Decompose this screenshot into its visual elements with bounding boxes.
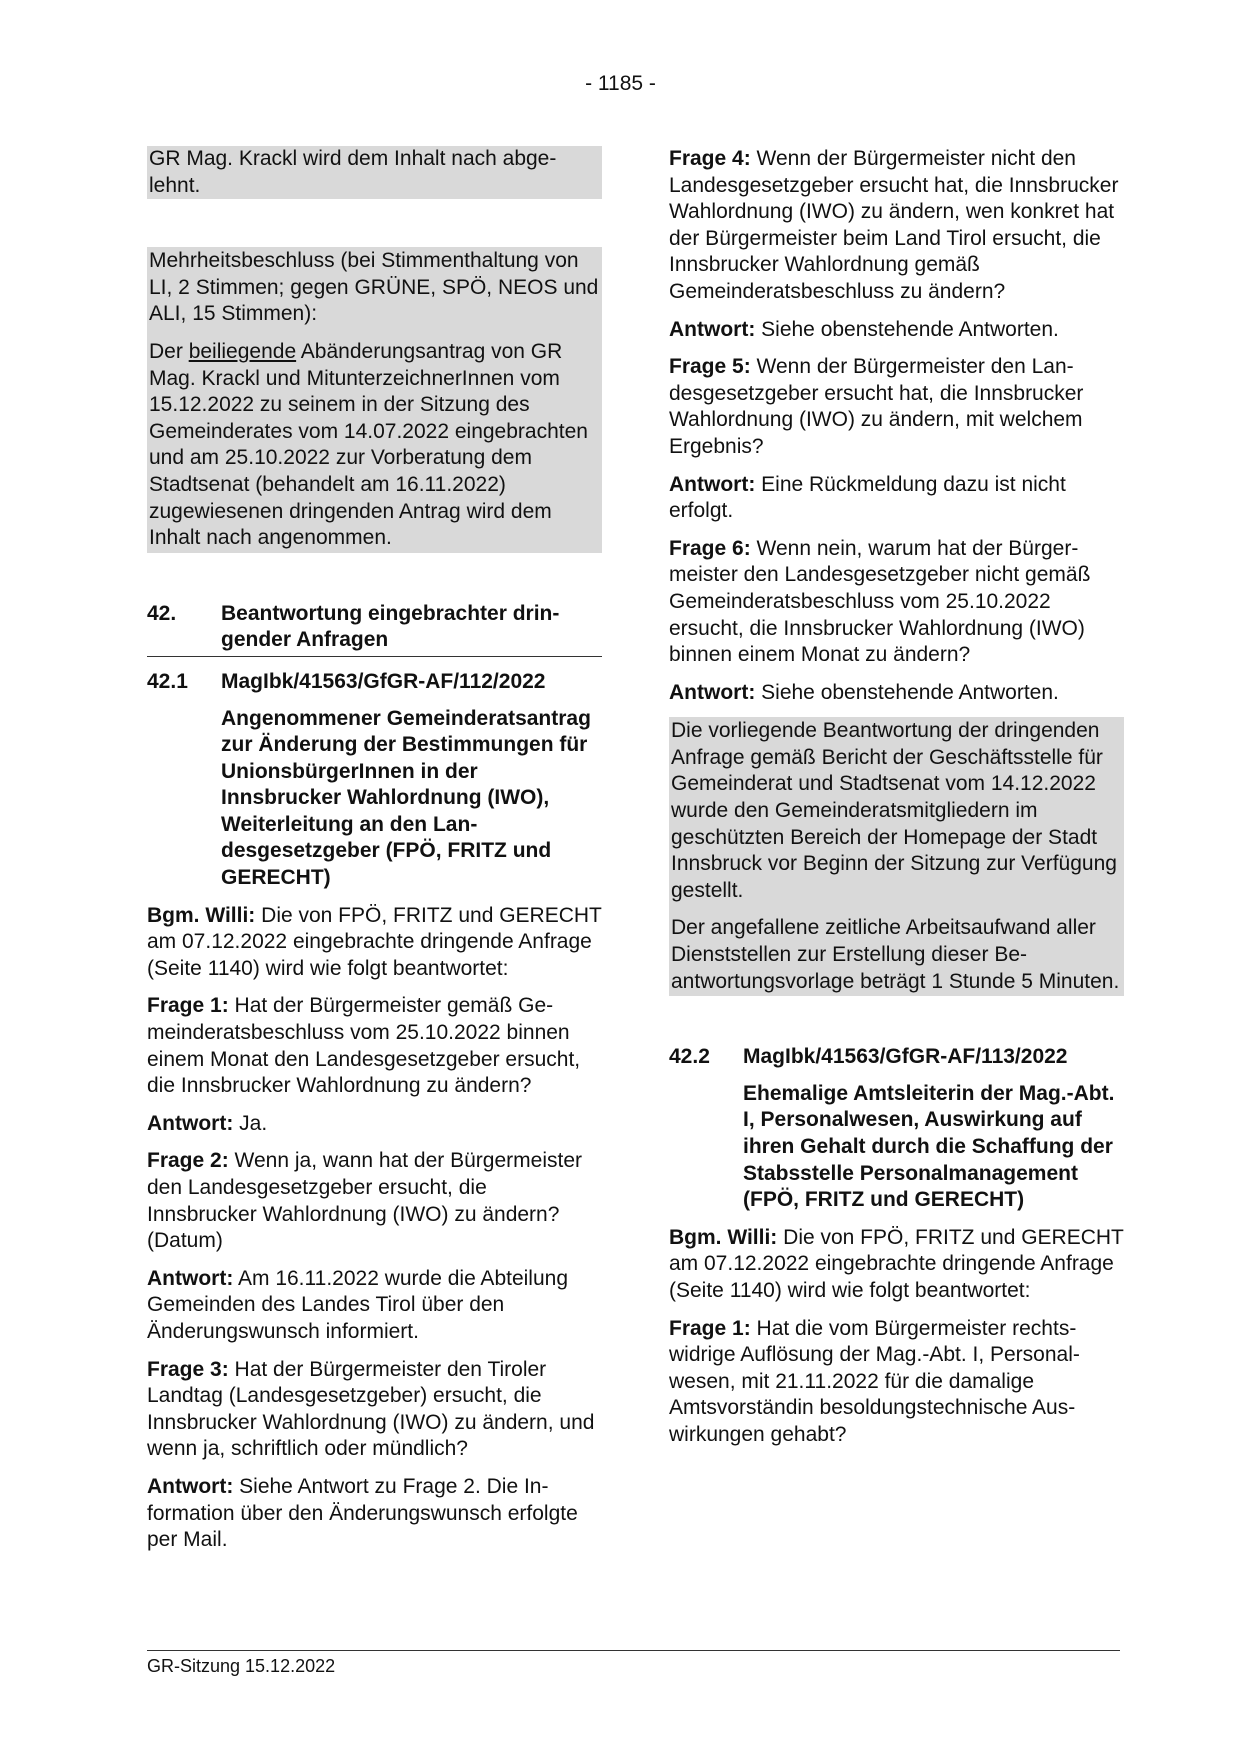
decision-text: GR Mag. Krackl wird dem Inhalt nach abgelehnt. — [147, 146, 602, 199]
question-1: Frage 1: Hat der Bürgermeister gemäß Gemeinderatsbeschluss vom 25.10.2022 binnen einem Monat den Landesgesetzgeber ersucht, die Innsbrucker Wahlordnung zu ändern? — [147, 994, 581, 1098]
resolution-block — [147, 247, 602, 553]
question-4: Frage 4: Wenn der Bürgermeister nicht den Landesgesetzgeber ersucht hat, die Innsbrucker Wahlordnung (IWO) zu ändern, wen konkret hat der Bürgermeister beim Land Tirol ersucht, die Innsbrucker Wahlordnung gemäß Gemeinderatsbeschluss zu ändern? — [669, 147, 1119, 303]
item-42-2-title: Ehemalige Amtsleiterin der Mag.-Abt. I, Personalwesen, Auswirkung auf ihren Gehalt durch die Schaffung der Stabsstelle Personalmanagement (FPÖ, FRITZ und GERECHT) — [743, 1081, 1115, 1212]
section-heading-42: 42. Beantwortung eingebrachter dringender Anfragen — [147, 601, 602, 657]
item-42-1-title: Angenommener Gemeinderatsantrag zur Änderung der Bestimmungen für UnionsbürgerInnen in der Innsbrucker Wahlordnung (IWO), Weiterleitung an den Landesgesetzgeber (FPÖ, FRITZ und GERECHT) — [221, 706, 591, 890]
note-publication: Die vorliegende Beantwortung der dringenden Anfrage gemäß Bericht der Geschäftsstelle für Gemeinderat und Stadtsenat vom 14.12.2022 wurde den Gemeinderatsmitgliedern im geschützten Bereich der Homepage der Stadt Innsbruck vor Beginn der Sitzung zur Verfügung gestellt. — [671, 719, 1117, 902]
question-2: Frage 2: Wenn ja, wann hat der Bürgermeister den Landesgesetzgeber ersucht, die Innsbrucker Wahlordnung (IWO) zu ändern? (Datum) — [147, 1149, 582, 1253]
resolution-text: Mehrheitsbeschluss (bei Stimmenthaltung von LI, 2 Stimmen; gegen GRÜNE, SPÖ, NEOS und ALI, 15 Stimmen): — [149, 249, 599, 326]
footer-session: GR-Sitzung 15.12.2022 — [147, 1656, 336, 1676]
answer-4: Antwort: Siehe obenstehende Antworten. — [669, 317, 1059, 341]
question-3: Frage 3: Hat der Bürgermeister den Tiroler Landtag (Landesgesetzgeber) ersucht, die Innsbrucker Wahlordnung (IWO) zu ändern, und wenn ja, schriftlich oder mündlich? — [147, 1357, 595, 1461]
left-column — [147, 146, 602, 1565]
answer-3: Antwort: Siehe Antwort zu Frage 2. Die Information über den Änderungswunsch erfolgte per Mail. — [147, 1474, 578, 1552]
note-block — [669, 717, 1124, 996]
answer-intro: Bgm. Willi: Die von FPÖ, FRITZ und GERECHT am 07.12.2022 eingebrachte dringende Anfrage (Seite 1140) wird wie folgt beantwortet: — [147, 903, 602, 980]
item-42-1-ref: 42.1 MagIbk/41563/GfGR-AF/112/2022 — [147, 669, 546, 693]
page-number: - 1185 - — [585, 72, 656, 95]
note-effort: Der angefallene zeitliche Arbeitsaufwand aller Dienststellen zur Erstellung dieser Beantwortungsvorlage beträgt 1 Stunde 5 Minuten. — [671, 916, 1120, 993]
amendment-text: Der beiliegende Abänderungsantrag von GR Mag. Krackl und MitunterzeichnerInnen vom 15.12.2022 zu seinem in der Sitzung des Gemeinderates vom 14.07.2022 eingebrachten und am 25.10.2022 zur Vorberatung dem Stadtsenat (behandelt am 16.11.2022) zugewiesenen dringenden Antrag wird dem Inhalt nach angenommen. — [149, 339, 588, 550]
footer-divider — [147, 1650, 1120, 1651]
answer-5: Antwort: Eine Rückmeldung dazu ist nicht erfolgt. — [669, 472, 1066, 523]
answer-2: Antwort: Am 16.11.2022 wurde die Abteilung Gemeinden des Landes Tirol über den Änderungswunsch informiert. — [147, 1266, 568, 1343]
question-5: Frage 5: Wenn der Bürgermeister den Landesgesetzgeber ersucht hat, die Innsbrucker Wahlordnung (IWO) zu ändern, mit welchem Ergebnis? — [669, 355, 1084, 458]
question-1-b: Frage 1: Hat die vom Bürgermeister rechtswidrige Auflösung der Mag.-Abt. I, Personalwesen, mit 21.11.2022 für die damalige Amtsvorständin besoldungstechnische Auswirkungen gehabt? — [669, 1316, 1080, 1446]
item-42-2-ref: 42.2 MagIbk/41563/GfGR-AF/113/2022 — [669, 1045, 1068, 1069]
right-column — [669, 146, 1124, 1460]
answer-1: Antwort: Ja. — [147, 1111, 268, 1135]
answer-intro-2: Bgm. Willi: Die von FPÖ, FRITZ und GERECHT am 07.12.2022 eingebrachte dringende Anfrage (Seite 1140) wird wie folgt beantwortet: — [669, 1225, 1124, 1302]
answer-6: Antwort: Siehe obenstehende Antworten. — [669, 680, 1059, 704]
question-6: Frage 6: Wenn nein, warum hat der Bürgermeister den Landesgesetzgeber nicht gemäß Gemeinderatsbeschluss vom 25.10.2022 ersucht, die Innsbrucker Wahlordnung (IWO) binnen einem Monat zu ändern? — [669, 536, 1091, 667]
